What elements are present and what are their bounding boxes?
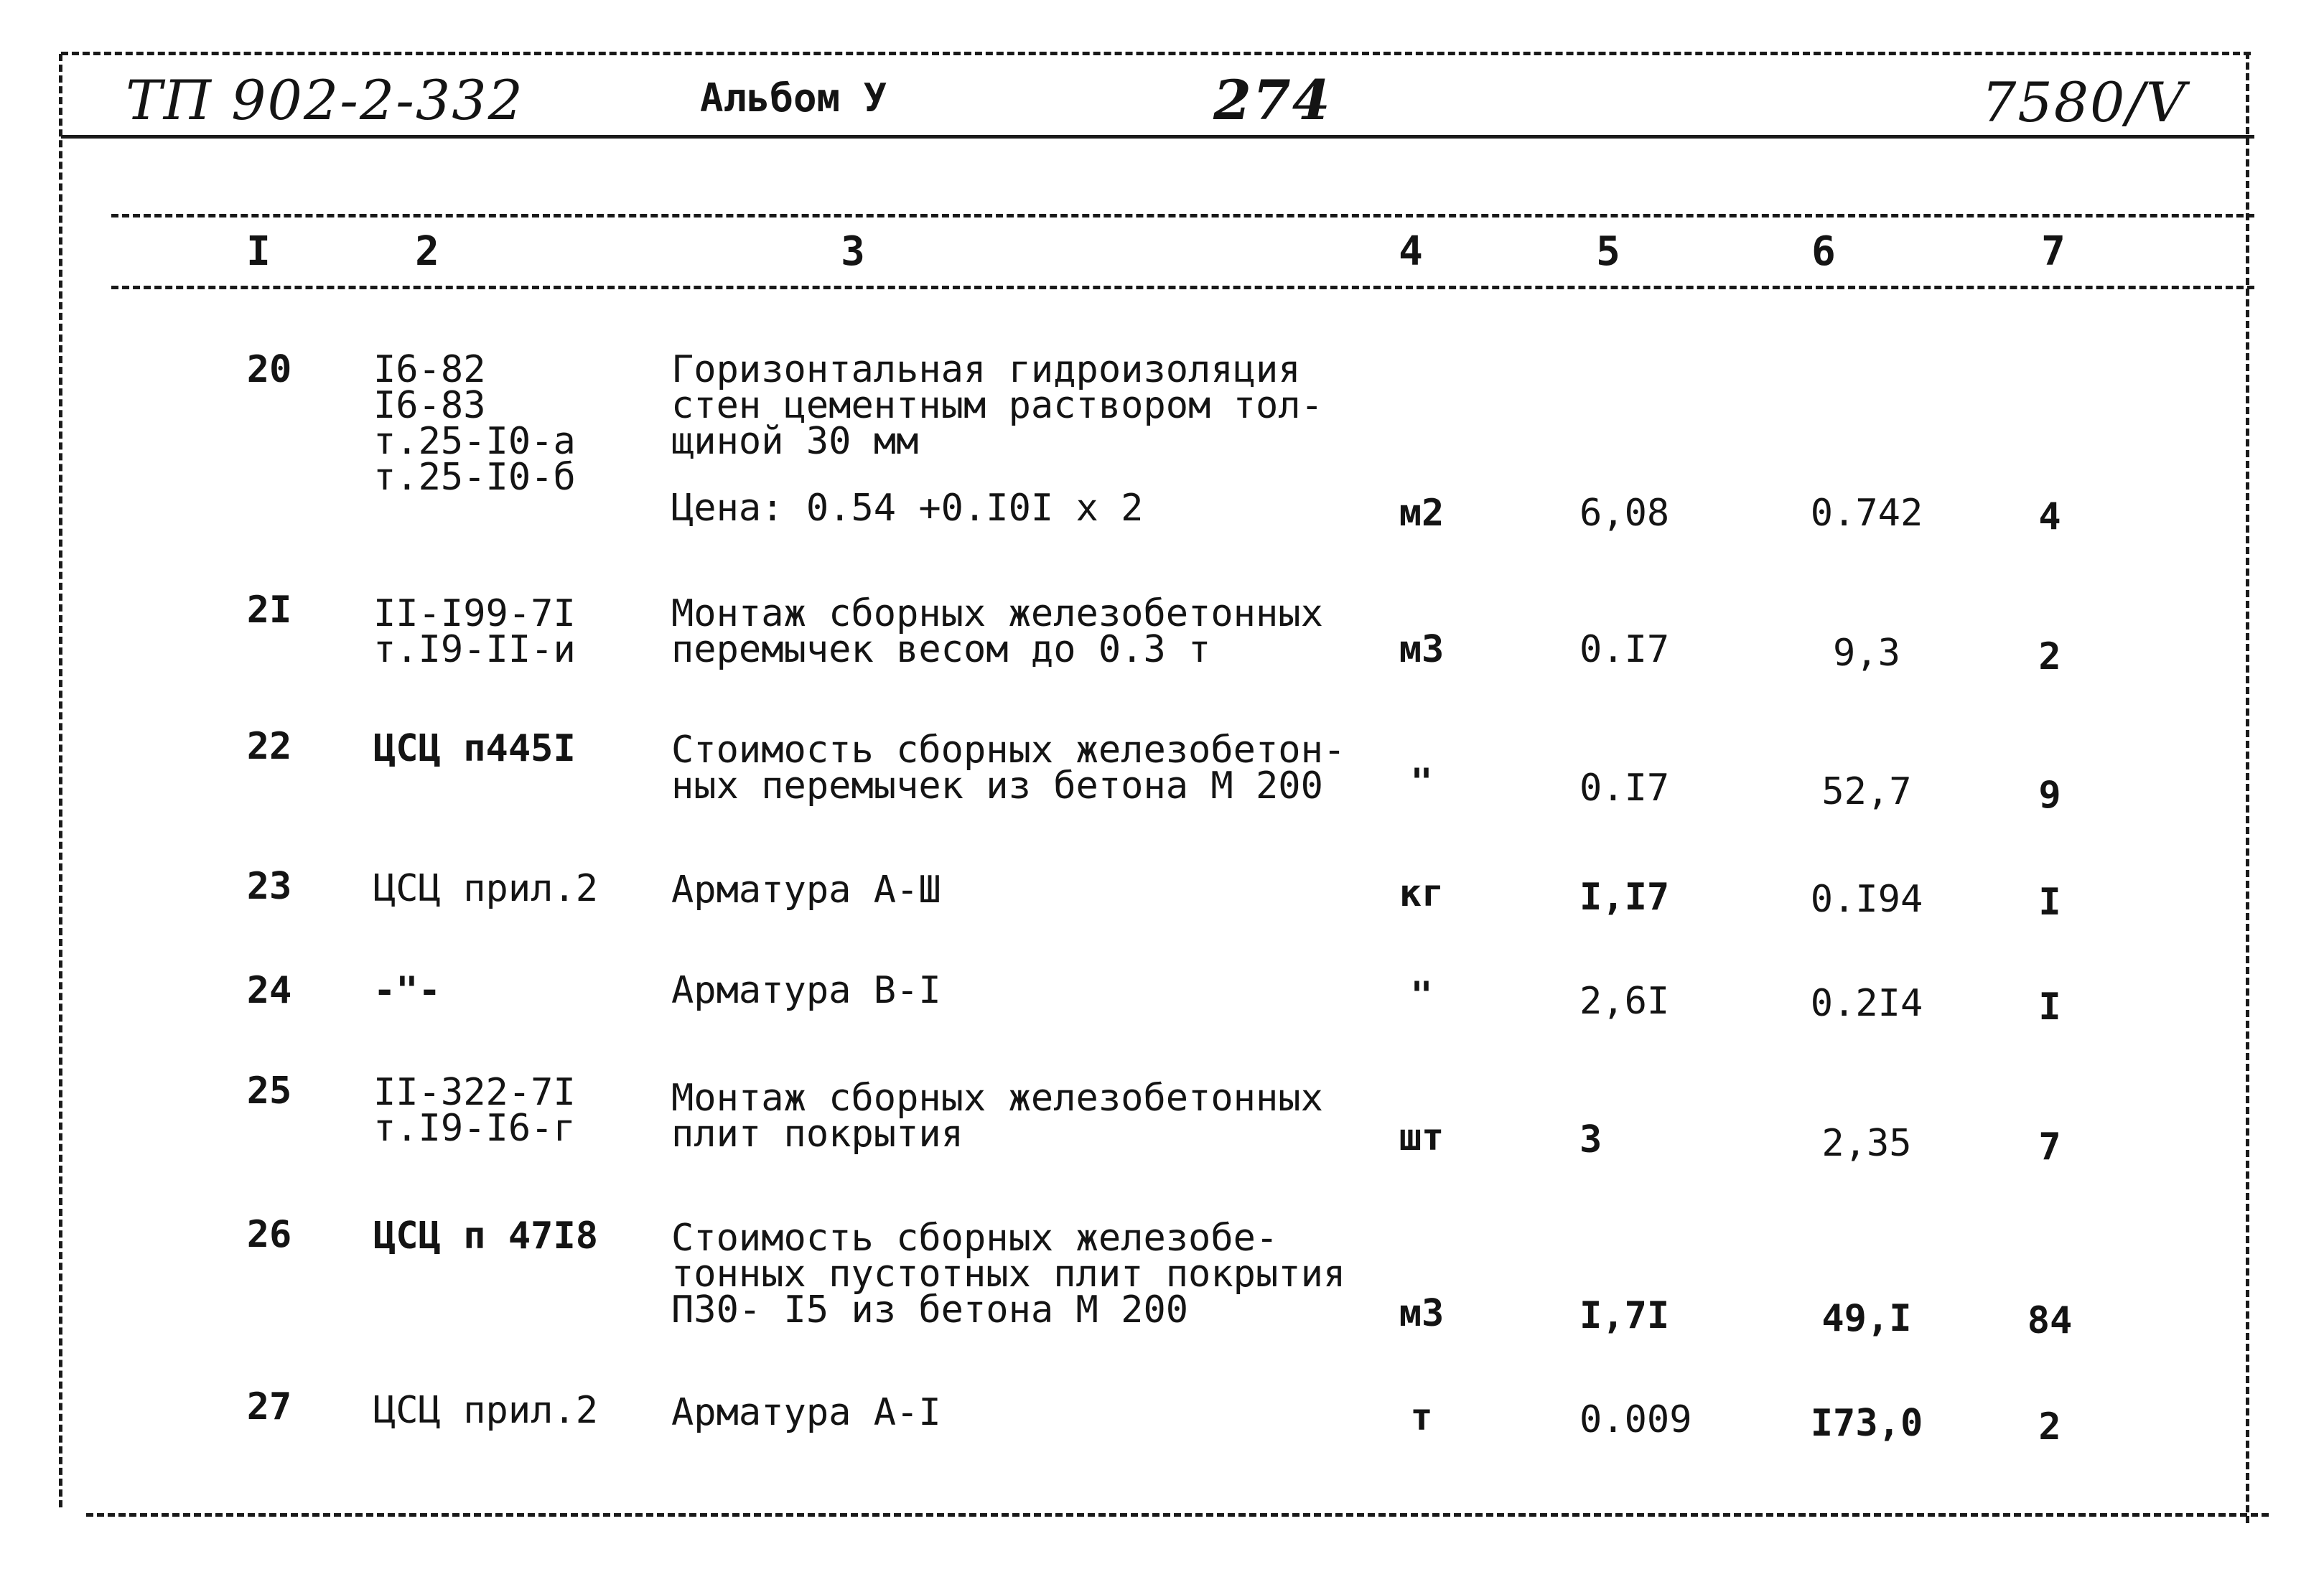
row-quantity: I,I7 — [1579, 876, 1670, 919]
row-quantity: I,7I — [1579, 1294, 1670, 1337]
row-unit: м2 — [1399, 492, 1445, 535]
row-quantity: 0.009 — [1579, 1398, 1692, 1441]
column-number-1: I — [246, 228, 271, 275]
column-number-6: 6 — [1811, 228, 1836, 275]
row-number: 23 — [246, 865, 292, 908]
row-unit-cost: 49,I — [1821, 1297, 1912, 1340]
row-description: Арматура А-Ш — [671, 869, 941, 912]
row-number: 22 — [246, 725, 292, 768]
row-description: Арматура В-I — [671, 969, 941, 1012]
row-reference: I6-82 I6-83 т.25-I0-а т.25-I0-б — [373, 348, 576, 499]
row-unit: кг — [1399, 872, 1445, 915]
row-reference: -"- — [373, 969, 441, 1012]
row-unit: " — [1410, 761, 1433, 804]
row-number: 20 — [246, 348, 292, 391]
row-description: Монтаж сборных железобетонных плит покрытия — [671, 1077, 1323, 1156]
column-number-7: 7 — [2041, 228, 2066, 275]
sheet-number: 7580/V — [1982, 70, 2187, 134]
row-description: Арматура А-I — [671, 1391, 941, 1434]
album-label: Альбом У — [700, 75, 887, 121]
row-reference: II-322-7I т.I9-I6-г — [373, 1071, 576, 1150]
row-unit-cost: 9,3 — [1833, 632, 1900, 675]
row-reference: ЦСЦ прил.2 — [373, 1389, 599, 1432]
column-number-5: 5 — [1596, 228, 1620, 275]
page-number: 274 — [1213, 68, 1332, 132]
row-unit-cost: 2,35 — [1821, 1122, 1912, 1165]
row-total: 84 — [2027, 1299, 2073, 1342]
row-number: 25 — [246, 1070, 292, 1113]
row-description: Горизонтальная гидроизоляция стен цементным раствором тол- щиной 30 мм — [671, 348, 1323, 463]
row-number: 24 — [246, 969, 292, 1012]
row-unit: " — [1410, 974, 1433, 1017]
row-reference: II-I99-7I т.I9-II-и — [373, 592, 576, 671]
row-unit-cost: 0.2I4 — [1810, 982, 1923, 1025]
row-description: Стоимость сборных железобетон- ных перемычек из бетона М 200 — [671, 729, 1346, 808]
row-total: I — [2038, 986, 2061, 1029]
row-number: 27 — [246, 1385, 292, 1428]
frame-right-line — [2246, 52, 2249, 1523]
row-total: 7 — [2038, 1126, 2061, 1169]
row-unit-cost: 0.742 — [1810, 492, 1923, 535]
row-unit: т — [1410, 1396, 1433, 1439]
row-description: Монтаж сборных железобетонных перемычек весом до 0.3 т — [671, 592, 1323, 671]
project-code: ТП 902-2-332 — [126, 68, 524, 132]
row-unit: м3 — [1399, 1292, 1445, 1335]
row-total: 9 — [2038, 774, 2061, 817]
header-divider-line — [61, 135, 2254, 139]
row-description: Стоимость сборных железобе- тонных пустотных плит покрытия П30- I5 из бетона М 200 — [671, 1217, 1346, 1332]
row-quantity: 2,6I — [1579, 980, 1670, 1023]
row-total: 4 — [2038, 495, 2061, 538]
row-unit-cost: I73,0 — [1810, 1402, 1923, 1445]
row-unit: шт — [1399, 1116, 1445, 1159]
row-reference: ЦСЦ п 47I8 — [373, 1215, 599, 1258]
row-total: 2 — [2038, 635, 2061, 678]
row-quantity: 3 — [1579, 1118, 1602, 1161]
frame-top-line — [61, 52, 2251, 55]
row-reference: ЦСЦ п445I — [373, 727, 576, 770]
column-header-bottom-line — [111, 286, 2254, 289]
frame-bottom-line — [86, 1513, 2269, 1517]
row-quantity: 0.I7 — [1579, 767, 1670, 810]
row-quantity: 0.I7 — [1579, 628, 1670, 671]
row-reference: ЦСЦ прил.2 — [373, 867, 599, 910]
row-unit-cost: 0.I94 — [1810, 878, 1923, 921]
row-total: 2 — [2038, 1405, 2061, 1449]
column-number-2: 2 — [415, 228, 439, 275]
row-unit: м3 — [1399, 628, 1445, 671]
row-quantity: 6,08 — [1579, 492, 1670, 535]
frame-left-line — [59, 54, 62, 1507]
column-number-4: 4 — [1399, 228, 1423, 275]
row-price-formula: Цена: 0.54 +0.I0I х 2 — [671, 487, 1144, 530]
row-unit-cost: 52,7 — [1821, 770, 1912, 813]
row-number: 2I — [246, 589, 292, 632]
row-total: I — [2038, 881, 2061, 924]
row-number: 26 — [246, 1213, 292, 1256]
column-number-3: 3 — [841, 228, 865, 275]
column-header-top-line — [111, 214, 2254, 217]
